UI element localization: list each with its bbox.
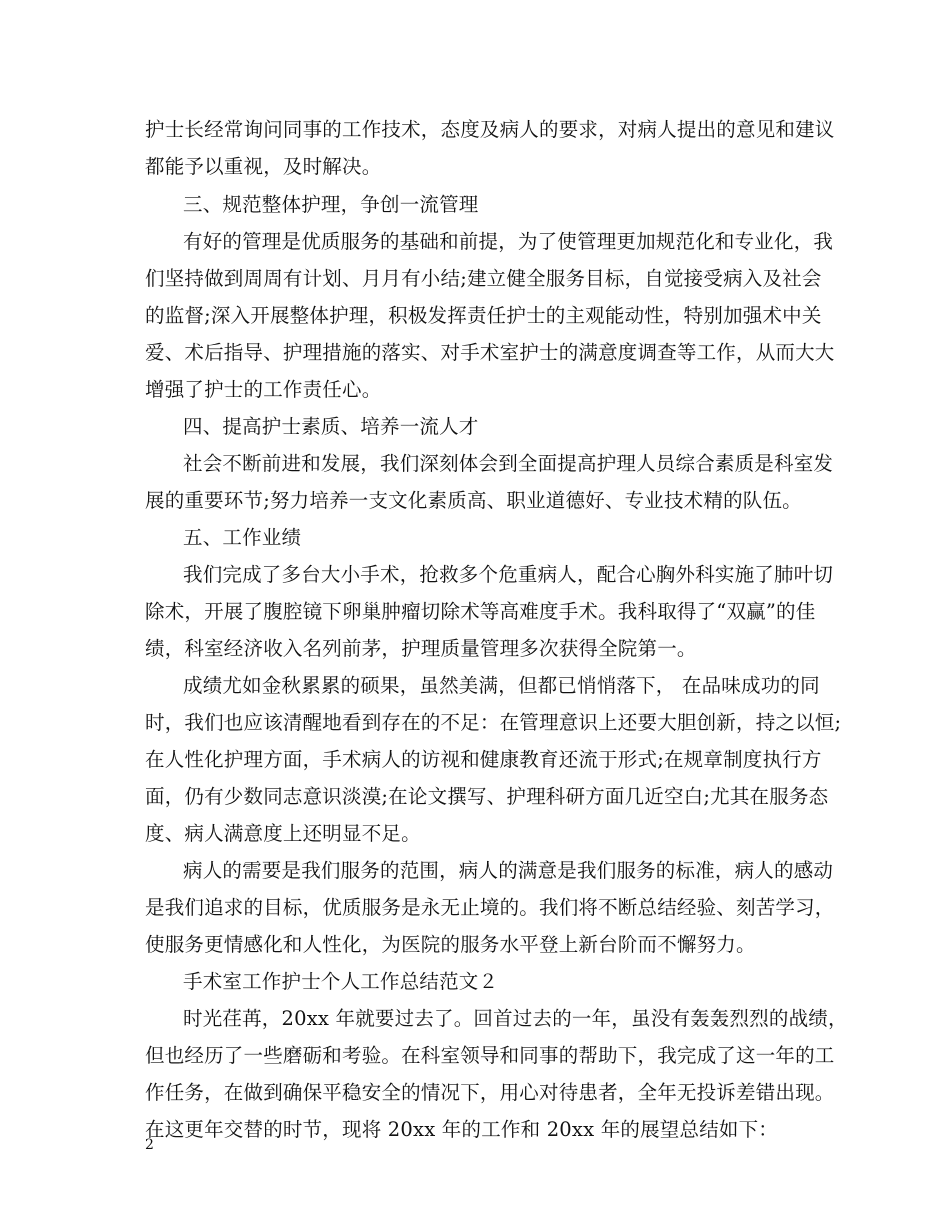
body-text-line: 爱、术后指导、护理措施的落实、对手术室护士的满意度调查等工作，从而大大 — [145, 341, 835, 364]
body-text-line: 们坚持做到周周有计划、月月有小结;建立健全服务目标，自觉接受病入及社会 — [145, 267, 822, 290]
body-text-line: 在人性化护理方面，手术病人的访视和健康教育还流于形式;在规章制度执行方 — [145, 748, 822, 771]
body-text-line: 面，仍有少数同志意识淡漠;在论文撰写、护理科研方面几近空白;尤其在服务态 — [145, 785, 829, 808]
body-text-line: 但也经历了一些磨砺和考验。在科室领导和同事的帮助下，我完成了这一年的工 — [145, 1044, 835, 1067]
body-text-line: 时光荏苒，20xx 年就要过去了。回首过去的一年，虽没有轰轰烈烈的战绩， — [183, 1007, 848, 1030]
body-text-line: 病人的需要是我们服务的范围，病人的满意是我们服务的标准，病人的感动 — [183, 859, 834, 882]
body-text-line: 使服务更情感化和人性化，为医院的服务水平登上新台阶而不懈努力。 — [145, 933, 756, 956]
body-text-line: 时，我们也应该清醒地看到存在的不足：在管理意识上还要大胆创新，持之以恒; — [145, 711, 842, 734]
page-number: 2 — [145, 1137, 154, 1153]
body-text-line: 都能予以重视，及时解决。 — [145, 155, 382, 178]
body-text-line: 作任务，在做到确保平稳安全的情况下，用心对待患者，全年无投诉差错出现。 — [145, 1081, 835, 1104]
section-heading: 五、工作业绩 — [183, 526, 302, 549]
body-text-line: 在这更年交替的时节，现将 20xx 年的工作和 20xx 年的展望总结如下： — [145, 1118, 779, 1141]
section-heading: 四、提高护士素质、培养一流人才 — [183, 415, 479, 438]
document-subtitle: 手术室工作护士个人工作总结范文２ — [183, 970, 499, 993]
body-text-line: 展的重要环节;努力培养一支文化素质高、职业道德好、专业技术精的队伍。 — [145, 489, 802, 512]
body-text-line: 有好的管理是优质服务的基础和前提，为了使管理更加规范化和专业化，我 — [183, 230, 834, 253]
body-text-line: 是我们追求的目标，优质服务是永无止境的。我们将不断总结经验、刻苦学习， — [145, 896, 835, 919]
body-text-line: 成绩尤如金秋累累的硕果，虽然美满，但都已悄悄落下， 在品味成功的同 — [183, 674, 820, 697]
body-text-line: 我们完成了多台大小手术，抢救多个危重病人，配合心胸外科实施了肺叶切 — [183, 563, 834, 586]
section-heading: 三、规范整体护理，争创一流管理 — [183, 193, 479, 216]
body-text-line: 护士长经常询问同事的工作技术，态度及病人的要求，对病人提出的意见和建议 — [145, 118, 835, 141]
body-text-line: 社会不断前进和发展，我们深刻体会到全面提高护理人员综合素质是科室发 — [183, 452, 834, 475]
body-text-line: 增强了护士的工作责任心。 — [145, 378, 382, 401]
body-text-line: 绩，科室经济收入名列前茅，护理质量管理多次获得全院第一。 — [145, 637, 697, 660]
body-text-line: 度、病人满意度上还明显不足。 — [145, 822, 421, 845]
body-text-line: 除术，开展了腹腔镜下卵巢肿瘤切除术等高难度手术。我科取得了“双赢”的佳 — [145, 600, 816, 623]
body-text-line: 的监督;深入开展整体护理，积极发挥责任护士的主观能动性，特别加强术中关 — [145, 304, 822, 327]
